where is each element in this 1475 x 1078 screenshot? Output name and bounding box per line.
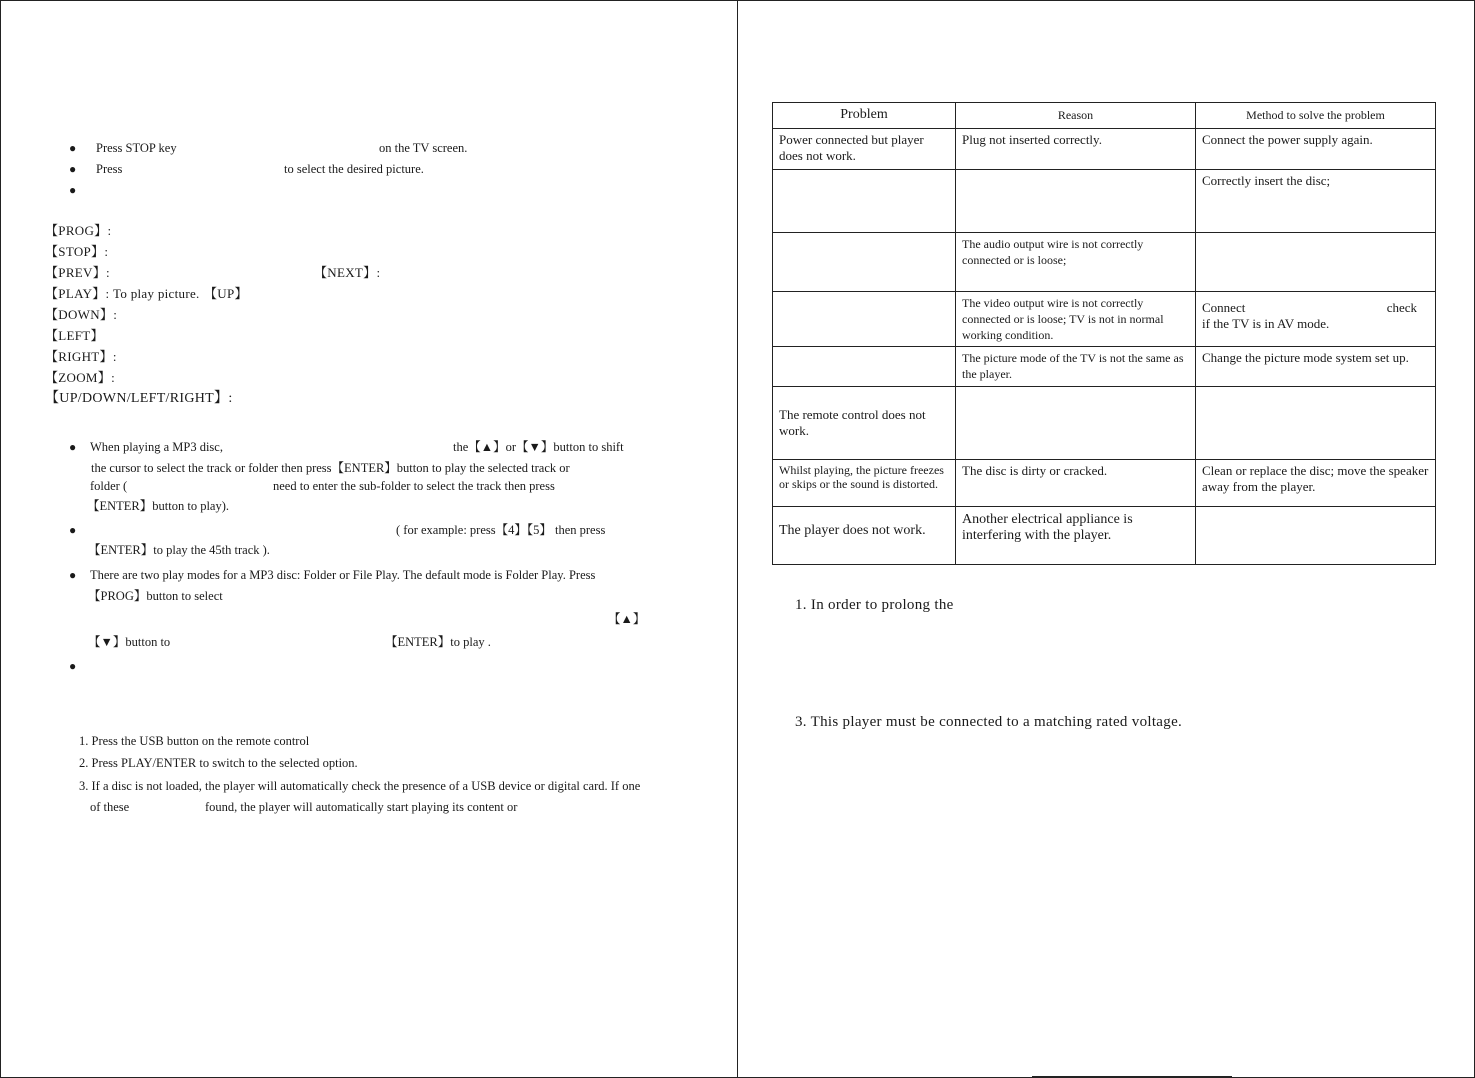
maintenance-note-1: 1. In order to prolong the [795,597,954,613]
key-left: 【LEFT】 [45,328,104,343]
mp3-bullet-3-line4a: 【▼】button to [88,635,171,649]
key-updownleftright: 【UP/DOWN/LEFT/RIGHT】: [45,391,233,406]
table-row [773,347,1436,387]
usb-step-3-line2a: of these [90,800,130,814]
mp3-bullet-1-line3a: folder ( [90,479,128,493]
cell-reason: The audio output wire is not correctly connected or is loose; [956,233,1196,292]
cell-reason: The disc is dirty or cracked. [956,460,1196,507]
cell-method: Clean or replace the disc; move the speaker away from the player. [1196,460,1436,507]
bullet-dot: ● [69,183,77,197]
cell-method [1196,507,1436,565]
mp3-bullet-2-line2: 【ENTER】to play the 45th track ). [88,543,270,557]
cell-method [1196,387,1436,460]
key-prev: 【PREV】: [45,265,110,280]
usb-step-3: 3. If a disc is not loaded, the player will automatically check the presence of a USB device or digital card. If one [79,779,641,793]
cell-problem: Whilst playing, the picture freezes or skips or the sound is distorted. [773,460,956,507]
cell-problem: Power connected but player does not work. [773,129,956,170]
key-down: 【DOWN】: [45,307,118,322]
right-manual-page [737,0,1475,1078]
table-row [773,170,1436,233]
table-row [773,460,1436,507]
cell-problem [773,233,956,292]
mp3-bullet-1a: When playing a MP3 disc, [90,440,223,454]
key-right: 【RIGHT】: [45,349,117,364]
bullet-dot: ● [69,659,77,673]
cell-reason: Plug not inserted correctly. [956,129,1196,170]
bullet-dot: ● [69,440,77,454]
cell-problem [773,347,956,387]
cell-problem [773,292,956,347]
picture-bullet-1b: on the TV screen. [379,141,468,155]
key-next: 【NEXT】: [314,265,381,280]
method-av-mode: if the TV is in AV mode. [1202,316,1330,331]
troubleshooting-table [772,102,1436,565]
table-row [773,129,1436,170]
mp3-bullet-3-line4b: 【ENTER】to play . [385,635,491,649]
key-stop: 【STOP】: [45,244,109,259]
usb-step-3-line2b: found, the player will automatically start playing its content or [205,800,518,814]
cell-reason [956,387,1196,460]
key-prog: 【PROG】: [45,223,112,238]
cell-method [1196,292,1436,347]
cell-problem [773,170,956,233]
mp3-bullet-2a: ( for example: press【4】【5】 then press [396,523,606,537]
picture-bullet-1a: Press STOP key [96,141,177,155]
cell-method: Connect the power supply again. [1196,129,1436,170]
cell-problem: The remote control does not work. [773,387,956,460]
cell-reason: The picture mode of the TV is not the same as the player. [956,347,1196,387]
usb-step-1: 1. Press the USB button on the remote control [79,734,310,748]
header-problem: Problem [773,103,956,129]
mp3-bullet-3-line1: There are two play modes for a MP3 disc: Folder or File Play. The default mode is Folder Play. Press [90,568,596,582]
mp3-bullet-1-line2: the cursor to select the track or folder then press【ENTER】button to play the selected track or [91,461,570,475]
mp3-bullet-1-line3b: need to enter the sub-folder to select the track then press [273,479,555,493]
cell-problem: The player does not work. [773,507,956,565]
table-row [773,387,1436,460]
method-check: check [1386,300,1417,315]
mp3-bullet-3-line2: 【PROG】button to select [88,589,223,603]
key-zoom: 【ZOOM】: [45,370,115,385]
usb-step-2: 2. Press PLAY/ENTER to switch to the selected option. [79,756,358,770]
table-row [773,233,1436,292]
picture-bullet-2a: Press [96,162,123,176]
cell-method [1196,233,1436,292]
picture-bullet-2b: to select the desired picture. [284,162,424,176]
table-row [773,292,1436,347]
table-row [773,507,1436,565]
cell-reason [956,170,1196,233]
bullet-dot: ● [69,141,77,155]
footer-rule [1032,1076,1232,1077]
header-method: Method to solve the problem [1196,103,1436,129]
cell-reason: The video output wire is not correctly connected or is loose; TV is not in normal working condition. [956,292,1196,347]
header-reason: Reason [956,103,1196,129]
method-connect: Connect [1202,300,1246,315]
bullet-dot: ● [69,162,77,176]
mp3-bullet-3-up: 【▲】 [608,612,646,626]
bullet-dot: ● [69,523,77,537]
maintenance-note-3: 3. This player must be connected to a matching rated voltage. [795,714,1183,730]
table-header-row [773,103,1436,129]
mp3-bullet-1b: the【▲】or【▼】button to shift [453,440,624,454]
bullet-dot: ● [69,568,77,582]
cell-reason: Another electrical appliance is interfering with the player. [956,507,1196,565]
cell-method: Change the picture mode system set up. [1196,347,1436,387]
key-play: 【PLAY】: To play picture. [45,286,200,301]
mp3-bullet-1-line4: 【ENTER】button to play). [87,499,229,513]
cell-method: Correctly insert the disc; [1196,170,1436,233]
key-up: 【UP】 [204,286,248,301]
